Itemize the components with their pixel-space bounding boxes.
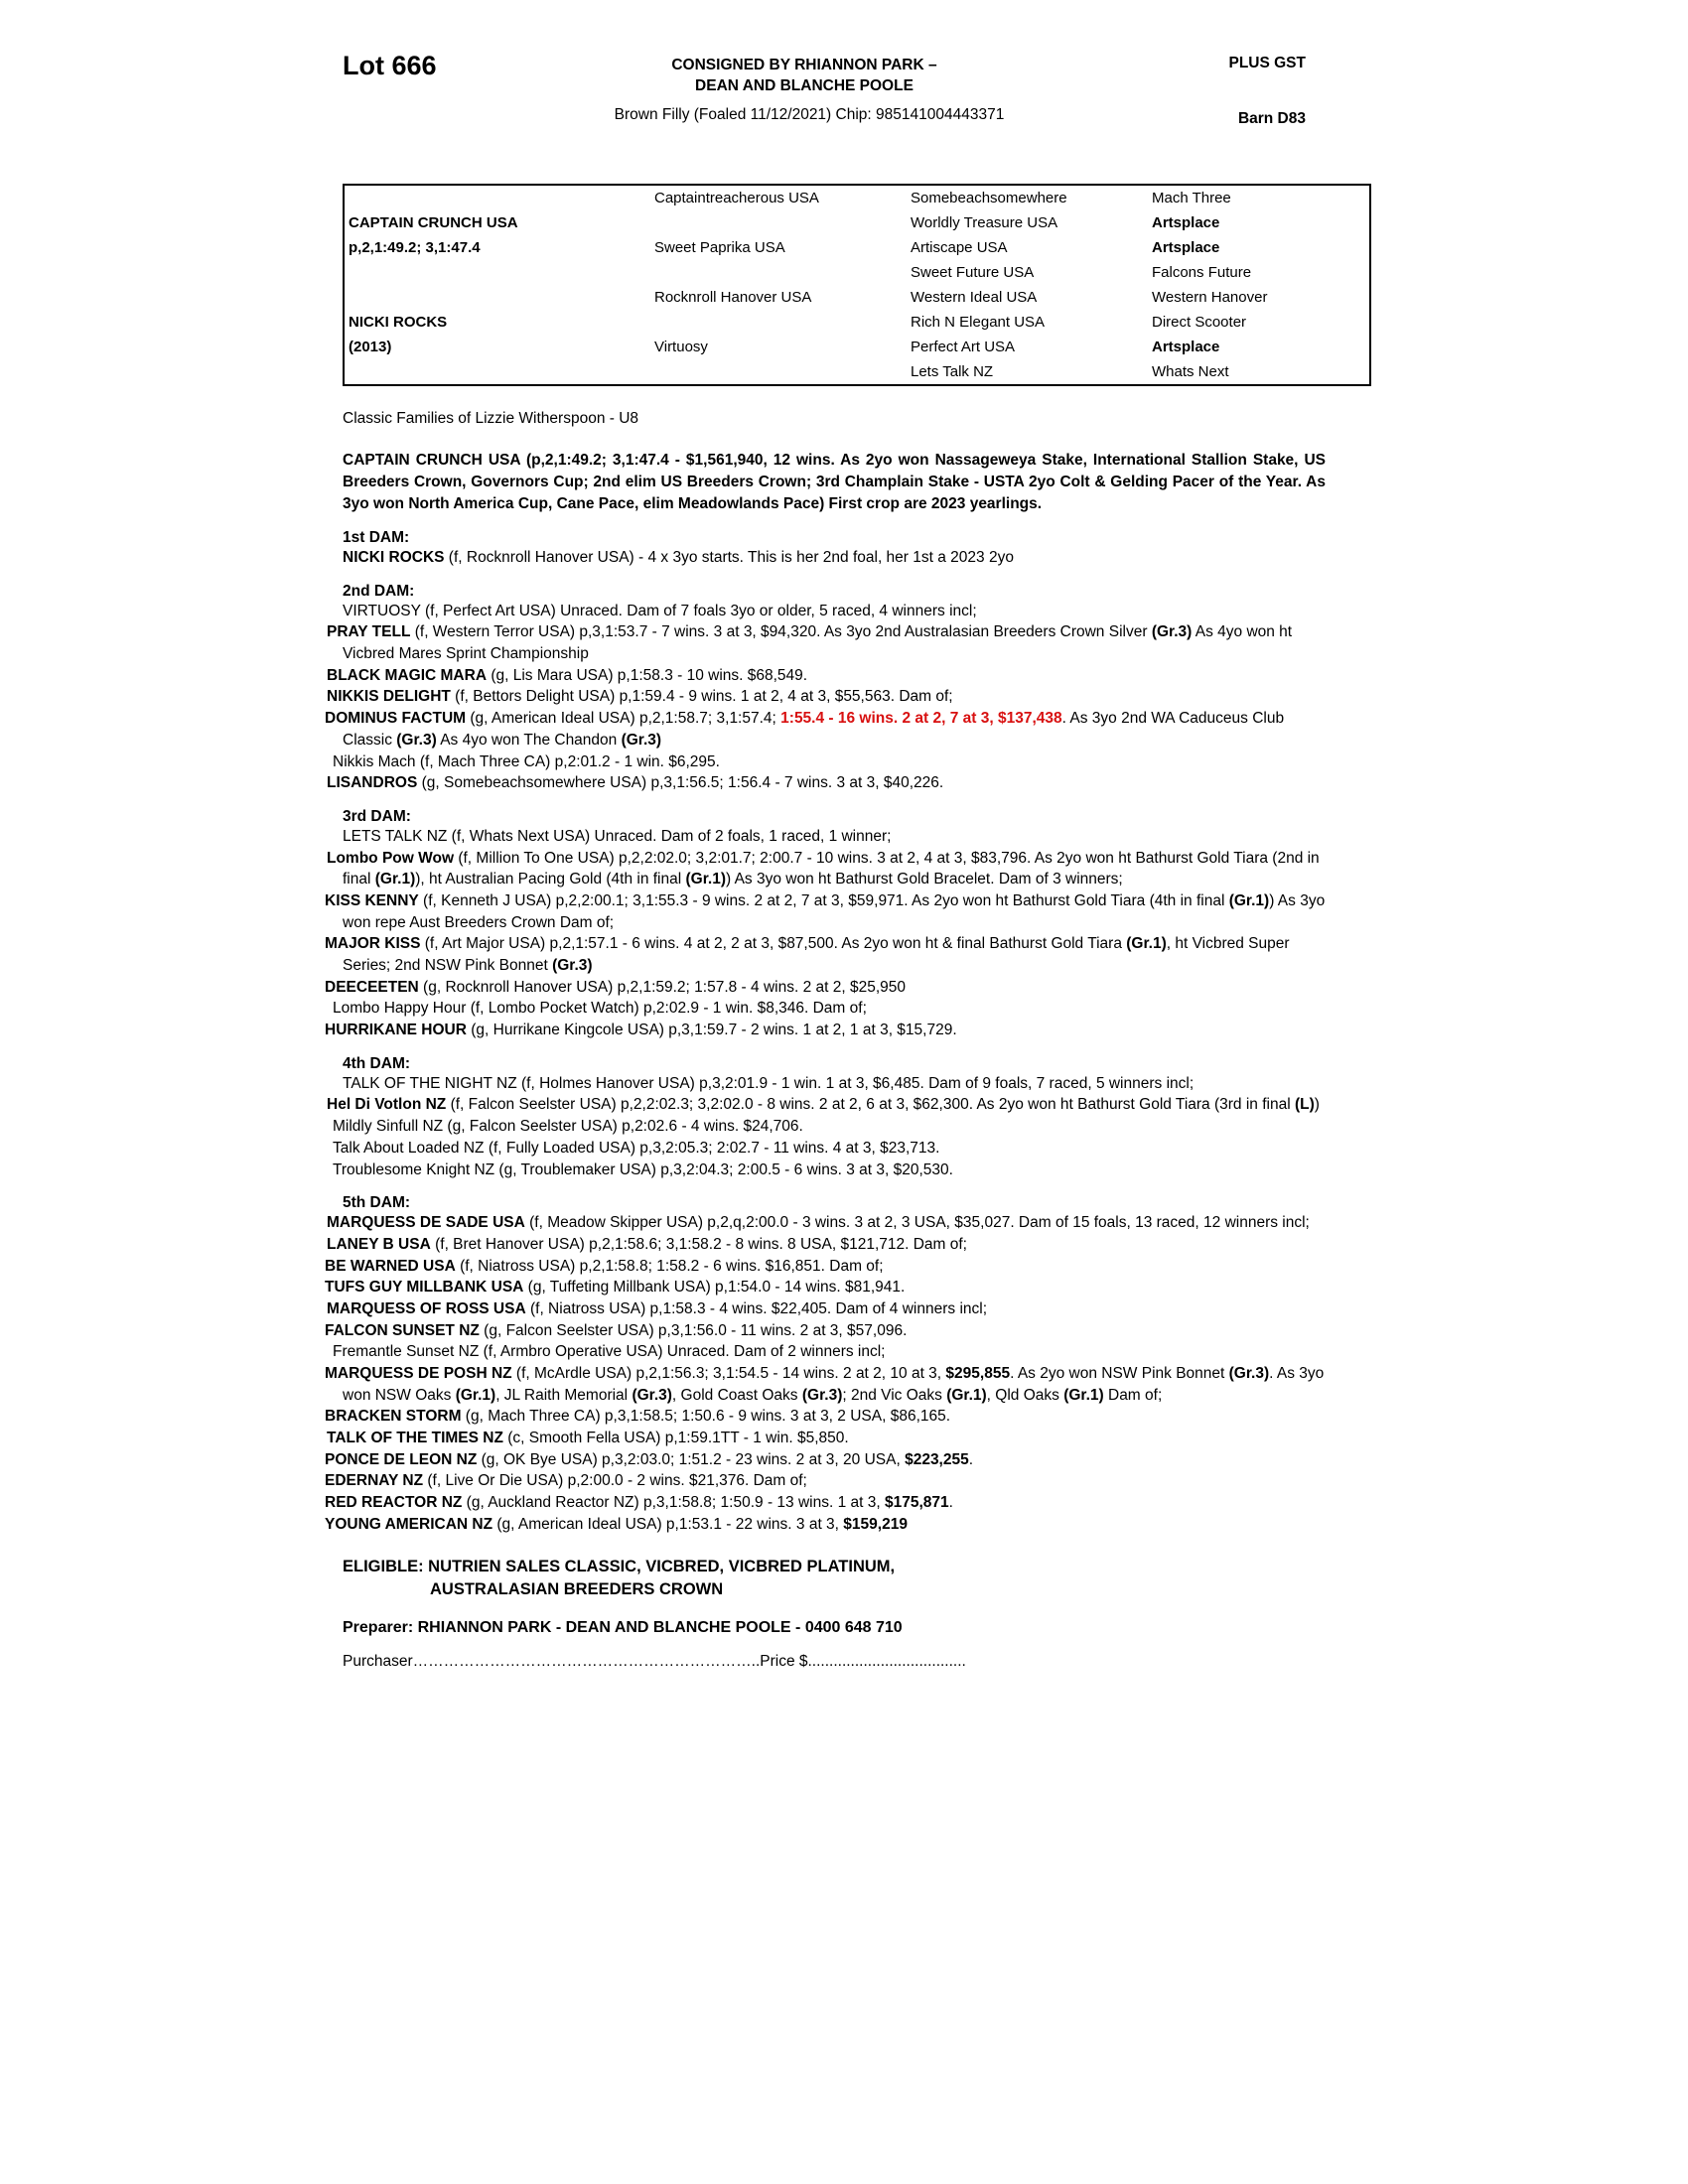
pedigree-row xyxy=(344,210,1370,235)
pedigree-gen4-cell: Artsplace xyxy=(1152,214,1220,231)
pedigree-gen3-cell: Lets Talk NZ xyxy=(911,363,994,380)
pedigree-line: NICKI ROCKS (f, Rocknroll Hanover USA) - 4 x 3yo starts. This is her 2nd foal, her 1st a 2023 2yo xyxy=(343,549,1014,566)
pedigree-line: TUFS GUY MILLBANK USA (g, Tuffeting Millbank USA) p,1:54.0 - 14 wins. $81,941. xyxy=(325,1279,906,1297)
pedigree-gen2-cell xyxy=(650,210,907,235)
pedigree-body xyxy=(325,400,1336,1671)
pedigree-line: HURRIKANE HOUR (g, Hurrikane Kingcole USA) p,3,1:59.7 - 2 wins. 1 at 2, 1 at 3, $15,729. xyxy=(325,1022,957,1039)
page-header xyxy=(343,45,1336,164)
plus-gst-label: PLUS GST xyxy=(1228,55,1306,71)
pedigree-row xyxy=(344,335,1370,359)
pedigree-gen4-cell: Mach Three xyxy=(1152,190,1231,206)
pedigree-gen1-cell xyxy=(344,359,650,385)
pedigree-line: PRAY TELL (f, Western Terror USA) p,3,1:53.7 - 7 wins. 3 at 3, $94,320. As 3yo 2nd Australasian Breeders Crown Silver (Gr.3) As 4yo won ht Vicbred Mares Sprint Championship xyxy=(327,623,1293,663)
eligible-line-2: AUSTRALASIAN BREEDERS CROWN xyxy=(430,1579,724,1598)
pedigree-line: BRACKEN STORM (g, Mach Three CA) p,3,1:58.5; 1:50.6 - 9 wins. 3 at 3, 2 USA, $86,165. xyxy=(325,1408,951,1426)
pedigree-gen3-cell: Worldly Treasure USA xyxy=(911,214,1058,231)
pedigree-line: DOMINUS FACTUM (g, American Ideal USA) p,2,1:58.7; 3,1:57.4; 1:55.4 - 16 wins. 2 at 2, 7 at 3, $137,438. As 3yo 2nd WA Caduceus Club Classic (Gr.3) As 4yo won The Chandon (Gr.3) xyxy=(325,710,1285,749)
pedigree-line: MARQUESS DE SADE USA (f, Meadow Skipper USA) p,2,q,2:00.0 - 3 wins. 3 at 2, 3 USA, $35,027. Dam of 15 foals, 13 raced, 12 winners incl; xyxy=(327,1214,1310,1232)
pedigree-line: KISS KENNY (f, Kenneth J USA) p,2,2:00.1; 3,1:55.3 - 9 wins. 2 at 2, 7 at 3, $59,971. As 2yo won ht Bathurst Gold Tiara (4th in final (Gr.1)) As 3yo won repe Aust Breeders Crown Dam of; xyxy=(325,891,1326,931)
pedigree-gen2-cell: Virtuosy xyxy=(654,339,708,355)
pedigree-line: YOUNG AMERICAN NZ (g, American Ideal USA) p,1:53.1 - 22 wins. 3 at 3, $159,219 xyxy=(325,1515,908,1533)
pedigree-line: Nikkis Mach (f, Mach Three CA) p,2:01.2 - 1 win. $6,295. xyxy=(333,752,720,770)
sire-performance-block: CAPTAIN CRUNCH USA (p,2,1:49.2; 3,1:47.4 - $1,561,940, 12 wins. As 2yo won Nassageweya Stake, International Stallion Stake, US Breeders Crown, Governors Cup; 2nd elim US Breeders Crown; 3rd Champlain Stake - USTA 2yo Colt & Gelding Pacer of the Year. As 3yo won North America Cup, Cane Pace, elim Meadowlands Pace) First crop are 2023 yearlings. xyxy=(343,452,1326,512)
consignor-line-2: DEAN AND BLANCHE POOLE xyxy=(695,77,914,95)
pedigree-line: FALCON SUNSET NZ (g, Falcon Seelster USA) p,3,1:56.0 - 11 wins. 2 at 3, $57,096. xyxy=(325,1321,908,1339)
preparer-line: Preparer: RHIANNON PARK - DEAN AND BLANCHE POOLE - 0400 648 710 xyxy=(343,1619,903,1637)
consignor-block xyxy=(541,55,1067,97)
pedigree-line: BE WARNED USA (f, Niatross USA) p,2,1:58.8; 1:58.2 - 6 wins. $16,851. Dam of; xyxy=(325,1257,884,1275)
pedigree-gen1-cell: CAPTAIN CRUNCH USA xyxy=(349,214,518,231)
pedigree-line: VIRTUOSY (f, Perfect Art USA) Unraced. Dam of 7 foals 3yo or older, 5 raced, 4 winners incl; xyxy=(343,602,977,619)
pedigree-gen4-cell: Western Hanover xyxy=(1152,289,1268,306)
pedigree-table xyxy=(343,184,1371,386)
pedigree-line: MARQUESS DE POSH NZ (f, McArdle USA) p,2,1:56.3; 3,1:54.5 - 14 wins. 2 at 2, 10 at 3, $295,855. As 2yo won NSW Pink Bonnet (Gr.3). As 3yo won NSW Oaks (Gr.1), JL Raith Memorial (Gr.3), Gold Coast Oaks (Gr.3); 2nd Vic Oaks (Gr.1), Qld Oaks (Gr.1) Dam of; xyxy=(325,1365,1325,1404)
pedigree-gen2-cell: Sweet Paprika USA xyxy=(654,239,785,256)
pedigree-gen4-cell: Falcons Future xyxy=(1152,264,1252,281)
pedigree-gen1-cell xyxy=(344,285,650,310)
pedigree-line: TALK OF THE TIMES NZ (c, Smooth Fella USA) p,1:59.1TT - 1 win. $5,850. xyxy=(327,1430,849,1447)
pedigree-row xyxy=(344,260,1370,285)
eligible-block xyxy=(343,1556,1336,1602)
pedigree-line: PONCE DE LEON NZ (g, OK Bye USA) p,3,2:03.0; 1:51.2 - 23 wins. 2 at 3, 20 USA, $223,255. xyxy=(325,1450,974,1468)
pedigree-table-wrap xyxy=(343,184,1336,386)
pedigree-line: Hel Di Votlon NZ (f, Falcon Seelster USA) p,2,2:02.3; 3,2:02.0 - 8 wins. 2 at 2, 6 at 3, $62,300. As 2yo won ht Bathurst Gold Tiara (3rd in final (L)) xyxy=(327,1096,1320,1114)
classic-families: Classic Families of Lizzie Witherspoon - U8 xyxy=(343,410,639,427)
pedigree-line: MARQUESS OF ROSS USA (f, Niatross USA) p,1:58.3 - 4 wins. $22,405. Dam of 4 winners incl; xyxy=(327,1299,988,1317)
pedigree-line: LISANDROS (g, Somebeachsomewhere USA) p,3,1:56.5; 1:56.4 - 7 wins. 3 at 3, $40,226. xyxy=(327,774,944,792)
pedigree-gen1-cell xyxy=(344,260,650,285)
pedigree-gen3-cell: Perfect Art USA xyxy=(911,339,1016,355)
dam-heading: 1st DAM: xyxy=(343,529,410,546)
dam-sections xyxy=(325,529,1336,1536)
dam-heading: 3rd DAM: xyxy=(343,807,411,825)
pedigree-gen1-cell xyxy=(344,185,650,210)
foaling-details: Brown Filly (Foaled 11/12/2021) Chip: 985141004443371 xyxy=(614,106,1005,123)
pedigree-line: Mildly Sinfull NZ (g, Falcon Seelster USA) p,2:02.6 - 4 wins. $24,706. xyxy=(333,1118,803,1136)
pedigree-gen2-cell: Captaintreacherous USA xyxy=(654,190,819,206)
pedigree-gen3-cell: Western Ideal USA xyxy=(911,289,1038,306)
pedigree-line: NIKKIS DELIGHT (f, Bettors Delight USA) p,1:59.4 - 9 wins. 1 at 2, 4 at 3, $55,563. Dam of; xyxy=(327,688,953,706)
pedigree-row xyxy=(344,285,1370,310)
pedigree-line: RED REACTOR NZ (g, Auckland Reactor NZ) p,3,1:58.8; 1:50.9 - 13 wins. 1 at 3, $175,871. xyxy=(325,1494,953,1512)
pedigree-line: Lombo Happy Hour (f, Lombo Pocket Watch) p,2:02.9 - 1 win. $8,346. Dam of; xyxy=(333,1000,867,1018)
pedigree-gen2-cell: Rocknroll Hanover USA xyxy=(654,289,812,306)
lot-number: Lot 666 xyxy=(343,51,437,80)
pedigree-gen4-cell: Direct Scooter xyxy=(1152,314,1247,331)
dam-heading: 5th DAM: xyxy=(343,1194,411,1212)
eligible-line-1: ELIGIBLE: NUTRIEN SALES CLASSIC, VICBRED, VICBRED PLATINUM, xyxy=(343,1557,896,1575)
pedigree-row xyxy=(344,235,1370,260)
pedigree-gen1-cell: (2013) xyxy=(349,339,392,355)
pedigree-line: LETS TALK NZ (f, Whats Next USA) Unraced. Dam of 2 foals, 1 raced, 1 winner; xyxy=(343,827,892,845)
pedigree-line: Troublesome Knight NZ (g, Troublemaker USA) p,3,2:04.3; 2:00.5 - 6 wins. 3 at 3, $20,530. xyxy=(333,1160,953,1178)
pedigree-gen3-cell: Sweet Future USA xyxy=(911,264,1035,281)
pedigree-gen4-cell: Artsplace xyxy=(1152,339,1220,355)
barn-label: Barn D83 xyxy=(1237,110,1306,127)
pedigree-gen4-cell: Whats Next xyxy=(1152,363,1229,380)
pedigree-row xyxy=(344,359,1370,385)
consignor-line-1: CONSIGNED BY RHIANNON PARK – xyxy=(671,57,937,73)
pedigree-line: LANEY B USA (f, Bret Hanover USA) p,2,1:58.6; 3,1:58.2 - 8 wins. 8 USA, $121,712. Dam of; xyxy=(327,1235,967,1253)
page-content xyxy=(325,45,1336,1671)
pedigree-row xyxy=(344,185,1370,210)
dam-heading: 2nd DAM: xyxy=(343,582,415,600)
pedigree-gen1-cell: NICKI ROCKS xyxy=(349,314,448,331)
pedigree-line: Lombo Pow Wow (f, Million To One USA) p,2,2:02.0; 3,2:01.7; 2:00.7 - 10 wins. 3 at 2, 4 at 3, $83,796. As 2yo won ht Bathurst Gold Tiara (2nd in final (Gr.1)), ht Australian Pacing Gold (4th in final (Gr.1)) As 3yo won ht Bathurst Gold Bracelet. Dam of 3 winners; xyxy=(327,849,1320,888)
pedigree-gen3-cell: Somebeachsomewhere xyxy=(911,190,1067,206)
dam-heading: 4th DAM: xyxy=(343,1054,411,1072)
pedigree-gen2-cell xyxy=(650,310,907,335)
pedigree-gen2-cell xyxy=(650,260,907,285)
purchaser-line: Purchaser…………………………………………………………..Price $..................................... xyxy=(343,1653,966,1671)
pedigree-line: Fremantle Sunset NZ (f, Armbro Operative USA) Unraced. Dam of 2 winners incl; xyxy=(333,1343,886,1361)
pedigree-gen1-cell: p,2,1:49.2; 3,1:47.4 xyxy=(349,239,481,256)
pedigree-line: BLACK MAGIC MARA (g, Lis Mara USA) p,1:58.3 - 10 wins. $68,549. xyxy=(327,666,808,684)
pedigree-gen4-cell: Artsplace xyxy=(1152,239,1220,256)
pedigree-gen3-cell: Rich N Elegant USA xyxy=(911,314,1046,331)
pedigree-line: TALK OF THE NIGHT NZ (f, Holmes Hanover USA) p,3,2:01.9 - 1 win. 1 at 3, $6,485. Dam of 9 foals, 7 raced, 5 winners incl; xyxy=(343,1074,1195,1092)
pedigree-line: EDERNAY NZ (f, Live Or Die USA) p,2:00.0 - 2 wins. $21,376. Dam of; xyxy=(325,1472,807,1490)
pedigree-gen3-cell: Artiscape USA xyxy=(911,239,1008,256)
pedigree-line: Talk About Loaded NZ (f, Fully Loaded USA) p,3,2:05.3; 2:02.7 - 11 wins. 4 at 3, $23,713. xyxy=(333,1139,940,1157)
pedigree-line: DEECEETEN (g, Rocknroll Hanover USA) p,2,1:59.2; 1:57.8 - 4 wins. 2 at 2, $25,950 xyxy=(325,978,906,996)
pedigree-gen2-cell xyxy=(650,359,907,385)
pedigree-line: MAJOR KISS (f, Art Major USA) p,2,1:57.1 - 6 wins. 4 at 2, 2 at 3, $87,500. As 2yo won ht & final Bathurst Gold Tiara (Gr.1), ht Vicbred Super Series; 2nd NSW Pink Bonnet (Gr.3) xyxy=(325,935,1290,974)
pedigree-row xyxy=(344,310,1370,335)
